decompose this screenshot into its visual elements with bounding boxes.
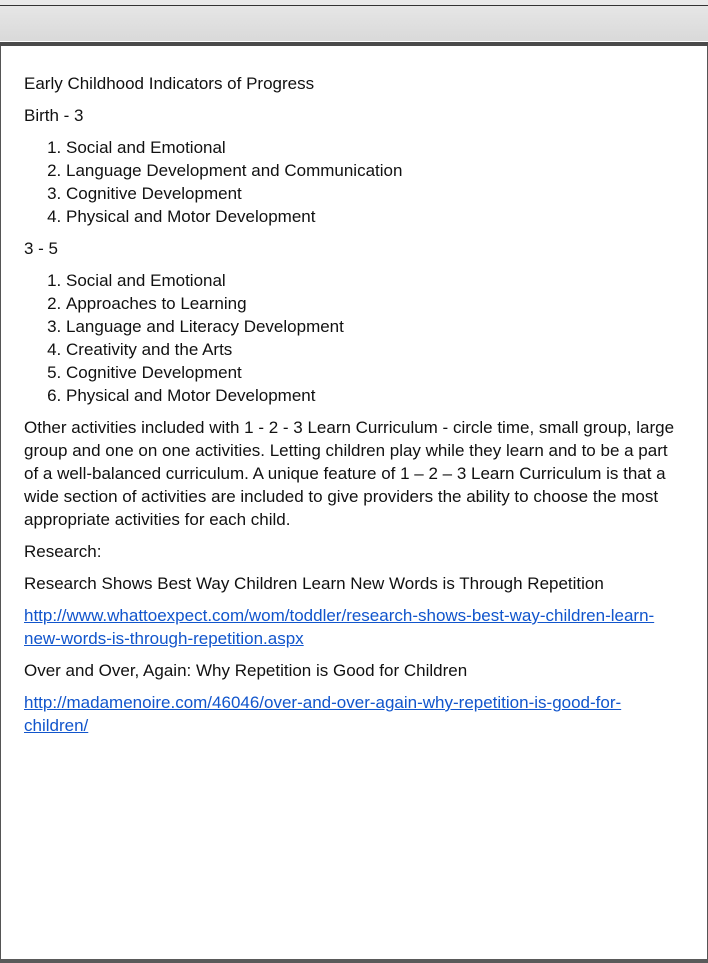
section-heading-3-5: 3 - 5	[24, 239, 59, 258]
list-item: 3. Cognitive Development	[66, 182, 684, 205]
reference-title-1: Research Shows Best Way Children Learn New Words is Through Repetition	[24, 574, 604, 593]
list-item: 4. Physical and Motor Development	[66, 205, 684, 228]
window-bottom-bar	[0, 959, 708, 963]
reference-title-2: Over and Over, Again: Why Repetition is Good for Children	[24, 661, 468, 680]
list-birth-3	[24, 136, 684, 228]
document-title: Early Childhood Indicators of Progress	[24, 74, 315, 93]
reference-link-1[interactable]: http://www.whattoexpect.com/wom/toddler/research-shows-best-way-children-learn-new-words-is-through-repetition.aspx	[24, 606, 655, 648]
activities-paragraph: Other activities included with 1 - 2 - 3 Learn Curriculum - circle time, small group, large group and one on one activities. Letting children play while they learn and to be a part of a well-balanced curriculum. A unique feature of 1 – 2 – 3 Learn Curriculum is that a wide section of activities are included to give providers the ability to choose the most appropriate activities for each child.	[24, 418, 675, 529]
list-item: 4. Creativity and the Arts	[66, 338, 684, 361]
list-3-5	[24, 269, 684, 407]
list-item: 6. Physical and Motor Development	[66, 384, 684, 407]
list-item: 2. Approaches to Learning	[66, 292, 684, 315]
list-item: 3. Language and Literacy Development	[66, 315, 684, 338]
section-heading-birth-3: Birth - 3	[24, 106, 84, 125]
list-item: 2. Language Development and Communication	[66, 159, 684, 182]
list-item: 1. Social and Emotional	[66, 269, 684, 292]
list-item: 5. Cognitive Development	[66, 361, 684, 384]
list-item: 1. Social and Emotional	[66, 136, 684, 159]
research-label: Research:	[24, 542, 102, 561]
toolbar	[0, 6, 708, 42]
reference-link-2[interactable]: http://madamenoire.com/46046/over-and-over-again-why-repetition-is-good-for-children/	[24, 693, 622, 735]
document-content	[24, 72, 684, 746]
document-page	[0, 46, 708, 959]
